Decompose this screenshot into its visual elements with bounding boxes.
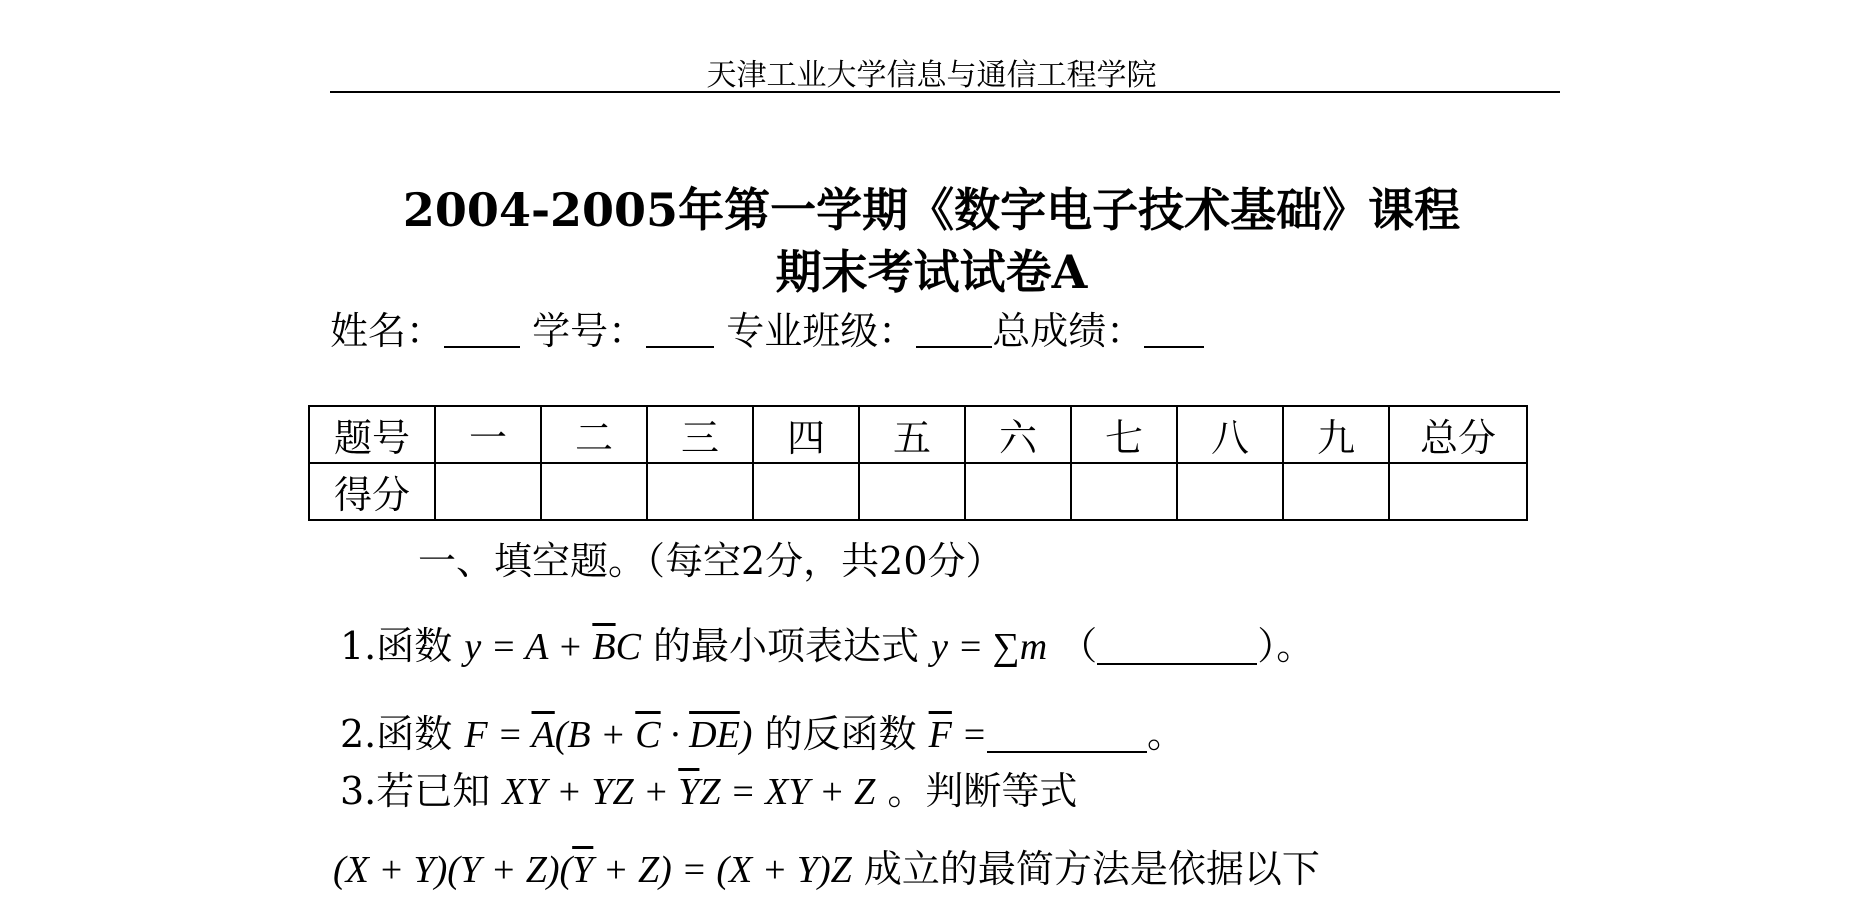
score-col-8: 八: [1177, 406, 1283, 463]
q1-expression: [464, 626, 641, 668]
student-id-label: 学号：: [532, 309, 647, 353]
q1-minterm-expression: y = ∑m: [931, 626, 1048, 668]
major-class-label: 专业班级：: [726, 309, 917, 353]
q2-fbar: [929, 714, 987, 756]
q1-answer-blank[interactable]: [1097, 629, 1257, 665]
q3b-expr-a: (X + Y)(Y + Z)(: [333, 849, 573, 891]
score-col-9: 九: [1283, 406, 1389, 463]
q1-b-bar: $\overline{B}$: [592, 626, 616, 668]
question-3: [340, 760, 1077, 815]
score-col-4: 四: [753, 406, 859, 463]
score-table-header-label: 题号: [309, 406, 435, 463]
q1-expr-part: y = A +: [464, 626, 593, 668]
total-score-blank[interactable]: [1144, 314, 1204, 348]
score-col-3: 三: [647, 406, 753, 463]
score-col-2: 二: [541, 406, 647, 463]
q2-de-bar: $\overline{DE}$: [689, 714, 740, 756]
score-cell[interactable]: [647, 463, 753, 520]
score-col-1: 一: [435, 406, 541, 463]
score-table-row-label: 得分: [309, 463, 435, 520]
q2-prefix: 2.函数: [340, 712, 453, 756]
q2-answer-blank[interactable]: [987, 717, 1147, 753]
q3-expression: [502, 771, 875, 813]
q1-close: ）。: [1257, 624, 1315, 668]
q3b-y-bar: $\overline{Y}$: [572, 849, 594, 891]
score-col-total: 总分: [1389, 406, 1527, 463]
score-cell[interactable]: [1283, 463, 1389, 520]
q3b-expr-b: + Z) = (X + Y)Z: [593, 849, 852, 891]
q2-c-bar: $\overline{C}$: [635, 714, 661, 756]
q2-f-bar: $\overline{F}$: [928, 714, 952, 756]
question-2: [340, 703, 1185, 758]
name-blank[interactable]: [444, 314, 520, 348]
q2-eq: =: [951, 714, 988, 756]
major-class-blank[interactable]: [916, 314, 992, 348]
q2-end: 。: [1147, 712, 1186, 756]
score-col-5: 五: [859, 406, 965, 463]
q2-f-eq: F =: [464, 714, 532, 756]
exam-title-line1: 2004-2005年第一学期《数字电子技术基础》课程: [402, 183, 1461, 237]
q2-dot: ·: [660, 714, 690, 756]
q1-middle: 的最小项表达式: [653, 624, 920, 668]
score-cell[interactable]: [965, 463, 1071, 520]
score-cell[interactable]: [541, 463, 647, 520]
q3b-expression: [333, 849, 852, 891]
q1-prefix: 1.函数: [340, 624, 453, 668]
score-col-7: 七: [1071, 406, 1177, 463]
score-cell[interactable]: [1177, 463, 1283, 520]
question-3-continued: [333, 838, 1320, 893]
q3b-text: 成立的最简方法是依据以下: [863, 847, 1320, 891]
q2-paren-open: (B +: [554, 714, 636, 756]
question-1: [340, 615, 1314, 670]
header-rule: [330, 91, 1560, 93]
score-cell[interactable]: [859, 463, 965, 520]
name-label: 姓名：: [330, 309, 445, 353]
q1-open-paren: （: [1059, 624, 1098, 668]
q2-paren-close: ): [739, 714, 753, 756]
score-cell[interactable]: [435, 463, 541, 520]
q3-expr-b: Z = XY + Z: [699, 771, 876, 813]
q2-a-bar: $\overline{A}$: [531, 714, 555, 756]
q2-expression: [464, 714, 752, 756]
q3-y-bar: $\overline{Y}$: [678, 771, 700, 813]
q2-middle: 的反函数: [764, 712, 917, 756]
score-table-header-row: [309, 406, 1527, 463]
q1-c: C: [615, 626, 641, 668]
score-cell[interactable]: [753, 463, 859, 520]
section-1-heading: 一、填空题。（每空2分，共20分）: [418, 539, 1004, 583]
student-id-blank[interactable]: [646, 314, 714, 348]
exam-title-line2: 期末考试试卷A: [775, 245, 1088, 299]
student-info-row: [330, 300, 1204, 355]
score-table: [308, 405, 1528, 521]
total-score-label: 总成绩：: [992, 309, 1145, 353]
score-cell[interactable]: [1071, 463, 1177, 520]
score-cell-total[interactable]: [1389, 463, 1527, 520]
q3-expr-a: XY + YZ +: [502, 771, 679, 813]
score-table-score-row: [309, 463, 1527, 520]
score-col-6: 六: [965, 406, 1071, 463]
q3-prefix: 3.若已知: [340, 769, 491, 813]
q3-middle: 。判断等式: [887, 769, 1078, 813]
page-header: 天津工业大学信息与通信工程学院: [706, 58, 1157, 93]
